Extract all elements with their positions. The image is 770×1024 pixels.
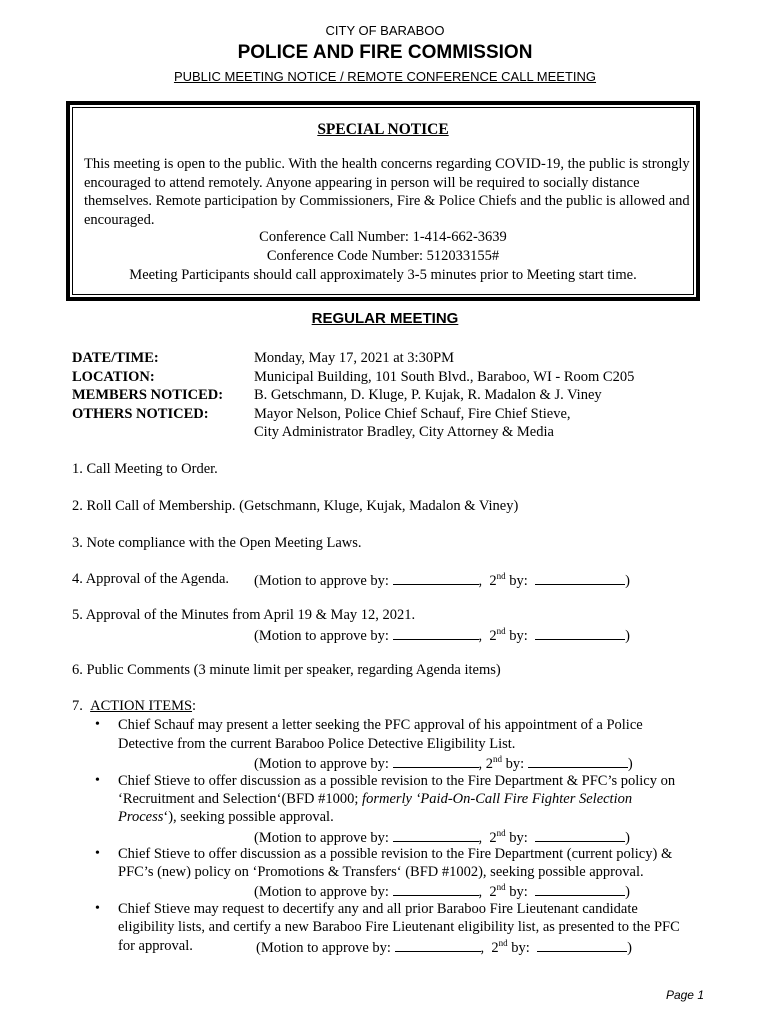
second-blank	[535, 829, 625, 842]
document-subtitle: PUBLIC MEETING NOTICE / REMOTE CONFERENCE CALL MEETING	[173, 69, 597, 84]
bullet-3-line1: Chief Stieve to offer discussion as a possible revision to the Fire Department (current policy) &	[118, 846, 673, 862]
others-value-line2: City Administrator Bradley, City Attorney & Media	[254, 424, 554, 440]
agenda-item-5: 5. Approval of the Minutes from April 19 & May 12, 2021.	[72, 607, 416, 623]
motion-line-bullet-1: (Motion to approve by: , 2nd by: )	[254, 754, 633, 772]
second-blank	[535, 883, 625, 896]
special-notice-heading: SPECIAL NOTICE	[317, 121, 449, 138]
second-blank	[535, 572, 625, 585]
motion-blank	[395, 939, 481, 952]
date-label: DATE/TIME:	[72, 350, 159, 366]
motion-blank	[393, 627, 479, 640]
location-value: Municipal Building, 101 South Blvd., Baraboo, WI - Room C205	[254, 369, 635, 385]
others-value-line1: Mayor Nelson, Police Chief Schauf, Fire Chief Stieve,	[254, 406, 571, 422]
bullet-4-line2: eligibility lists, and certify a new Baraboo Fire Lieutenant eligibility list, as presented to the PFC	[118, 919, 680, 935]
agenda-item-3: 3. Note compliance with the Open Meeting Laws.	[72, 535, 362, 551]
bullet-3-marker: •	[95, 846, 100, 861]
motion-blank	[393, 572, 479, 585]
bullet-2-marker: •	[95, 773, 100, 788]
bullet-1-line2: Detective from the current Baraboo Police Detective Eligibility List.	[118, 736, 516, 752]
page-number: Page 1	[665, 988, 704, 1002]
conference-call-number: Conference Call Number: 1-414-662-3639	[259, 229, 507, 245]
agenda-item-7: 7. ACTION ITEMS:	[72, 698, 197, 714]
members-value: B. Getschmann, D. Kluge, P. Kujak, R. Madalon & J. Viney	[254, 387, 602, 403]
special-notice-box	[66, 101, 700, 301]
bullet-2-line2: ‘Recruitment and Selection‘(BFD #1000; formerly ‘Paid-On-Call Fire Fighter Selection	[118, 791, 633, 807]
bullet-1-marker: •	[95, 717, 100, 732]
motion-line-item-4: (Motion to approve by: , 2nd by: )	[254, 571, 630, 589]
members-label: MEMBERS NOTICED:	[72, 387, 224, 403]
bullet-4-marker: •	[95, 901, 100, 916]
agenda-item-1: 1. Call Meeting to Order.	[72, 461, 218, 477]
second-blank	[528, 755, 628, 768]
motion-line-item-5: (Motion to approve by: , 2nd by: )	[254, 626, 630, 644]
city-name: CITY OF BARABOO	[325, 23, 445, 38]
motion-line-bullet-4: (Motion to approve by: , 2nd by: )	[256, 938, 632, 956]
motion-line-bullet-2: (Motion to approve by: , 2nd by: )	[254, 828, 630, 846]
second-blank	[535, 627, 625, 640]
motion-blank	[393, 829, 479, 842]
bullet-4-line1: Chief Stieve may request to decertify any and all prior Baraboo Fire Lieutenant candidate	[118, 901, 638, 917]
agenda-item-6: 6. Public Comments (3 minute limit per speaker, regarding Agenda items)	[72, 662, 501, 678]
second-blank	[537, 939, 627, 952]
document-title: POLICE AND FIRE COMMISSION	[237, 42, 533, 63]
others-label: OTHERS NOTICED:	[72, 406, 209, 422]
bullet-2-line1: Chief Stieve to offer discussion as a possible revision to the Fire Department & PFC’s policy on	[118, 773, 676, 789]
special-notice-paragraph: This meeting is open to the public. With the health concerns regarding COVID-19, the public is strongly encouraged to attend remotely. Anyone appearing in person will be required to socially distance themselves. Remote participation by Commissioners, Fire & Police Chiefs and the public is allowed and encouraged.	[84, 156, 690, 228]
agenda-item-4: 4. Approval of the Agenda.	[72, 571, 230, 587]
regular-meeting-heading: REGULAR MEETING	[311, 310, 459, 327]
agenda-item-2: 2. Roll Call of Membership. (Getschmann, Kluge, Kujak, Madalon & Viney)	[72, 498, 519, 514]
bullet-1-line1: Chief Schauf may present a letter seeking the PFC approval of his appointment of a Police	[118, 717, 643, 733]
bullet-3-line2: PFC’s (new) policy on ‘Promotions & Transfers‘ (BFD #1002), seeking possible approval.	[118, 864, 644, 880]
bullet-2-line3: Process‘), seeking possible approval.	[118, 809, 334, 825]
date-value: Monday, May 17, 2021 at 3:30PM	[254, 350, 455, 366]
location-label: LOCATION:	[72, 369, 155, 385]
conference-code-number: Conference Code Number: 512033155#	[266, 248, 500, 264]
motion-line-bullet-3: (Motion to approve by: , 2nd by: )	[254, 882, 630, 900]
action-items-heading: ACTION ITEMS	[90, 698, 193, 714]
motion-blank	[393, 755, 479, 768]
bullet-4-line3: for approval.	[118, 938, 193, 954]
participants-instruction: Meeting Participants should call approximately 3-5 minutes prior to Meeting start time.	[129, 267, 637, 283]
motion-blank	[393, 883, 479, 896]
